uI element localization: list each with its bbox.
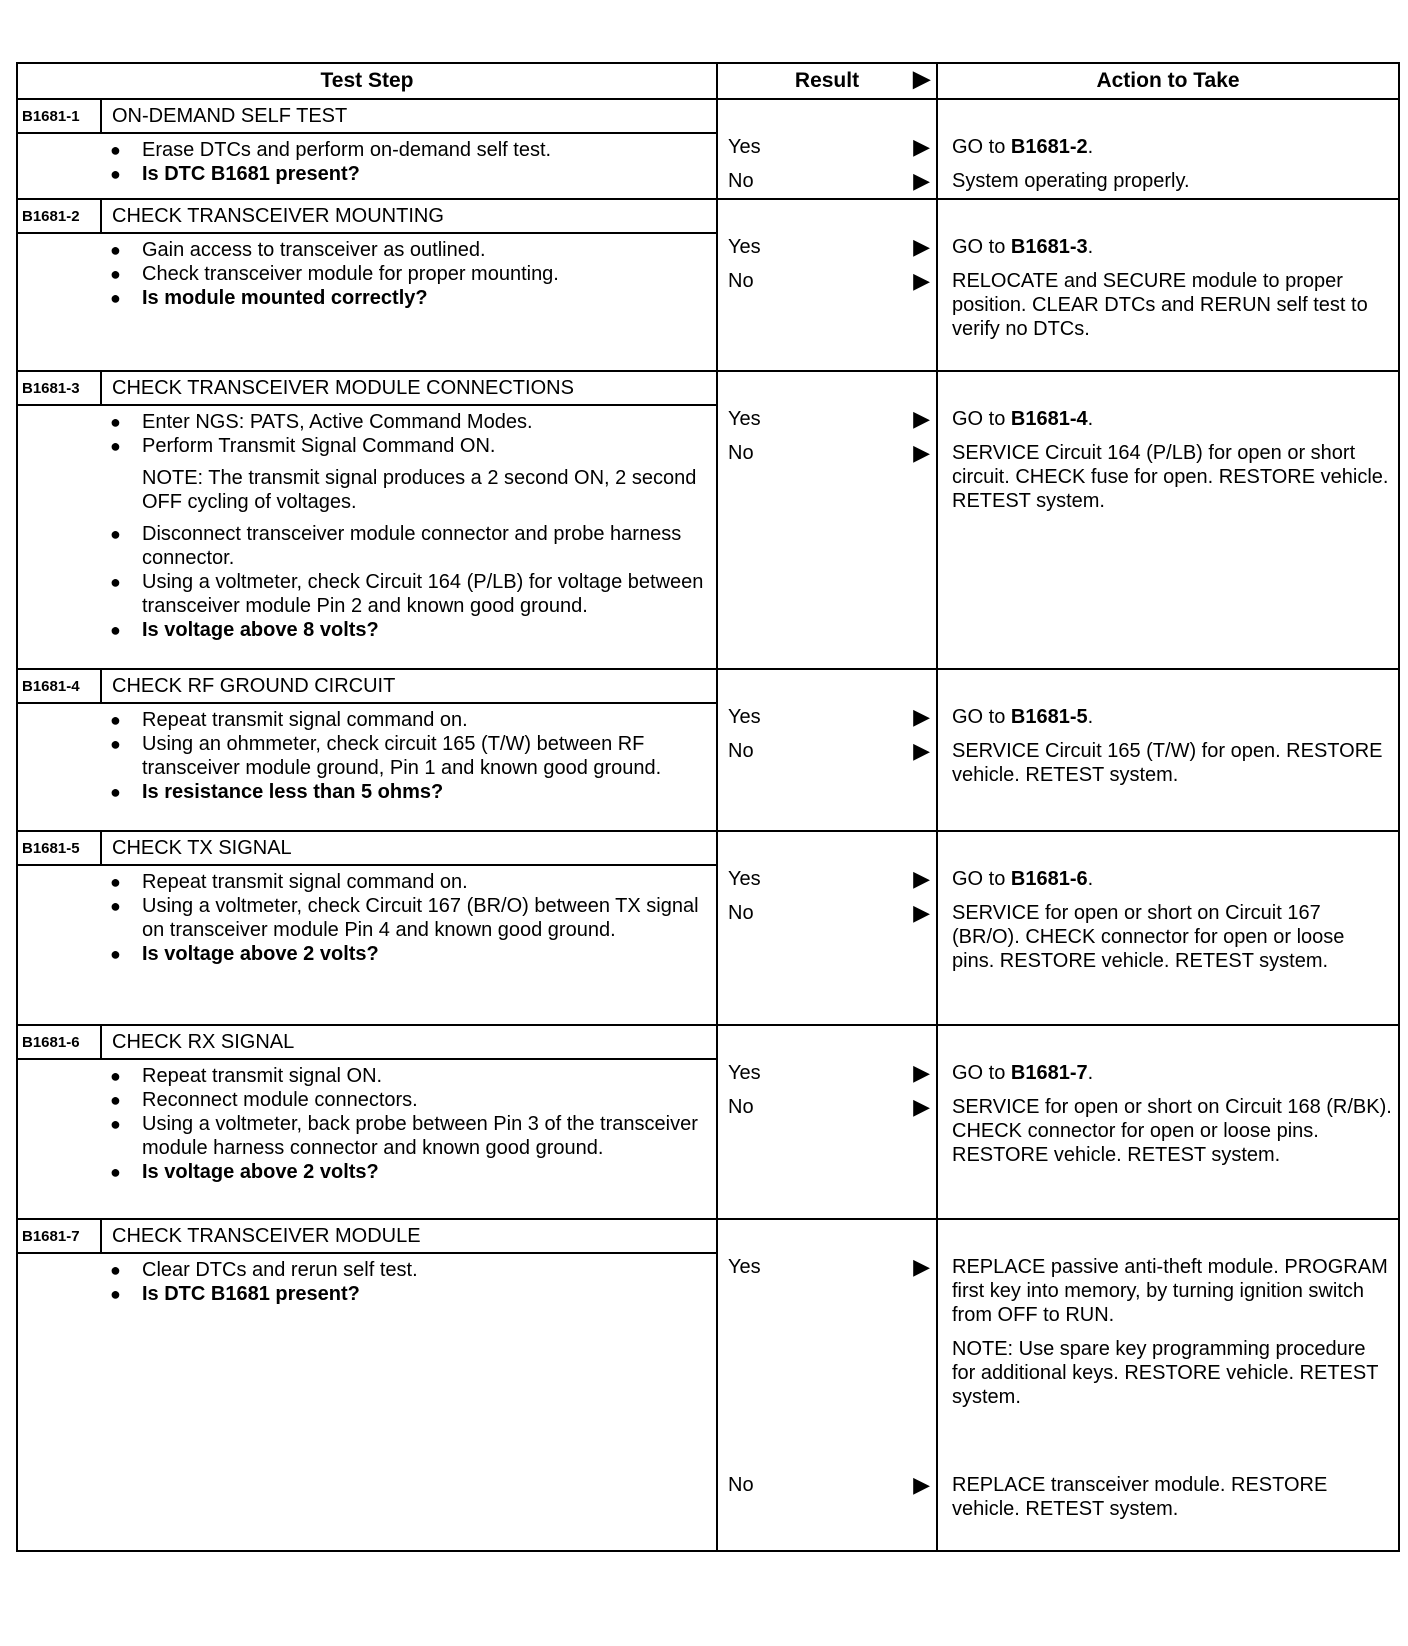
- table-row: [17, 1025, 1399, 1219]
- action-cell: [937, 199, 1399, 371]
- action-cell: [937, 831, 1399, 1025]
- action-cell: [937, 1025, 1399, 1219]
- action-text: [952, 235, 1392, 259]
- arrow-right-icon: ▶: [913, 1254, 930, 1279]
- action-step-ref: B1681-4: [1010, 408, 1088, 430]
- result-label: Yes: [728, 135, 761, 158]
- step-bullet-list: [106, 162, 706, 186]
- step-question: ● Is module mounted correctly?: [106, 286, 706, 310]
- result-line: [728, 234, 930, 260]
- arrow-right-icon: ▶: [913, 900, 930, 925]
- arrow-right-icon: ▶: [913, 168, 930, 193]
- step-bullet: ● Check transceiver module for proper mounting.: [106, 262, 706, 286]
- action-text: [952, 169, 1392, 193]
- step-body: [18, 866, 716, 976]
- step-bullet: ● Disconnect transceiver module connector and probe harness connector.: [106, 522, 706, 570]
- step-bullet-list: [106, 708, 706, 780]
- action-step-ref: B1681-2: [1010, 136, 1088, 158]
- step-question: ● Is DTC B1681 present?: [106, 1282, 706, 1306]
- step-bullet-list: [106, 1282, 706, 1306]
- result-line: [728, 900, 930, 926]
- result-label: No: [728, 901, 754, 924]
- action-cell: [937, 669, 1399, 831]
- result-cell: [717, 831, 937, 1025]
- step-title: CHECK RX SIGNAL: [112, 1030, 295, 1053]
- step-title: CHECK TX SIGNAL: [112, 836, 292, 859]
- step-id: B1681-1: [18, 100, 102, 132]
- result-line: [728, 168, 930, 194]
- action-text: [952, 1061, 1392, 1085]
- arrow-right-icon: ▶: [913, 234, 930, 259]
- table-row: [17, 99, 1399, 199]
- action-text: [952, 1255, 1392, 1409]
- action-text-end: .: [1087, 868, 1094, 890]
- diagnostic-table-page: [16, 62, 1398, 1552]
- action-text-end: .: [1087, 1062, 1094, 1084]
- action-text: [952, 269, 1392, 341]
- step-bullet: ● Gain access to transceiver as outlined.: [106, 238, 706, 262]
- step-title-bar: [18, 100, 716, 134]
- step-question: ● Is voltage above 2 volts?: [106, 942, 706, 966]
- step-id: B1681-5: [18, 832, 102, 864]
- action-text: [952, 1095, 1392, 1167]
- action-text-main: GO to: [952, 408, 1011, 430]
- header-result: [717, 63, 937, 99]
- arrow-right-icon: ▶: [913, 406, 930, 431]
- step-title-bar: [18, 1220, 716, 1254]
- result-label: Yes: [728, 705, 761, 728]
- result-label: No: [728, 1473, 754, 1496]
- action-text: [952, 705, 1392, 729]
- step-bullet: ● Enter NGS: PATS, Active Command Modes.: [106, 410, 706, 434]
- action-text-end: .: [1087, 706, 1094, 728]
- result-line: [728, 704, 930, 730]
- action-text: [952, 135, 1392, 159]
- step-bullet-list: [106, 138, 706, 162]
- action-text: [952, 867, 1392, 891]
- action-text-main: SERVICE for open or short on Circuit 167 (BR/O). CHECK connector for open or loose pins. RESTORE vehicle. RETEST system.: [952, 902, 1345, 972]
- action-step-ref: B1681-7: [1010, 1062, 1088, 1084]
- action-cell: [937, 99, 1399, 199]
- result-label: No: [728, 269, 754, 292]
- table-body: [17, 99, 1399, 1551]
- action-text: [952, 1473, 1392, 1521]
- step-body: [18, 704, 716, 814]
- step-bullet: ● Using a voltmeter, back probe between Pin 3 of the transceiver module harness connector and known good ground.: [106, 1112, 706, 1160]
- step-title-bar: [18, 1026, 716, 1060]
- action-text-main: SERVICE Circuit 164 (P/LB) for open or short circuit. CHECK fuse for open. RESTORE vehicle. RETEST system.: [952, 442, 1389, 512]
- step-id: B1681-4: [18, 670, 102, 702]
- step-question: ● Is resistance less than 5 ohms?: [106, 780, 706, 804]
- step-bullet-list: [106, 522, 706, 642]
- result-cell: [717, 1219, 937, 1551]
- step-bullet: ● Clear DTCs and rerun self test.: [106, 1258, 706, 1282]
- arrow-right-icon: ▶: [913, 738, 930, 763]
- header-action: Action to Take: [937, 63, 1399, 99]
- test-step-cell: [17, 371, 717, 669]
- step-bullet: ● Perform Transmit Signal Command ON.: [106, 434, 706, 458]
- header-test-step: Test Step: [17, 63, 717, 99]
- table-row: [17, 669, 1399, 831]
- action-cell: [937, 371, 1399, 669]
- step-body: [18, 406, 716, 652]
- step-bullet-list: [106, 238, 706, 286]
- step-body: [18, 1254, 716, 1316]
- result-line: [728, 134, 930, 160]
- step-question: ● Is voltage above 8 volts?: [106, 618, 706, 642]
- step-body: [18, 234, 716, 320]
- table-row: [17, 1219, 1399, 1551]
- action-text-main: GO to: [952, 1062, 1011, 1084]
- arrow-right-icon: ▶: [913, 66, 930, 91]
- result-line: [728, 1254, 930, 1280]
- action-text-main: System operating properly.: [952, 170, 1190, 192]
- step-bullet-list: [106, 780, 706, 804]
- action-text-main: RELOCATE and SECURE module to proper position. CLEAR DTCs and RERUN self test to verify no DTCs.: [952, 270, 1368, 340]
- result-label: No: [728, 169, 754, 192]
- step-bullet-list: [106, 942, 706, 966]
- result-cell: [717, 1025, 937, 1219]
- test-step-cell: [17, 99, 717, 199]
- action-text: [952, 901, 1392, 973]
- header-result-label: Result: [794, 69, 860, 92]
- step-bullet-list: [106, 410, 706, 458]
- action-step-ref: B1681-5: [1010, 706, 1088, 728]
- step-bullet-list: [106, 1064, 706, 1160]
- step-bullet: ● Repeat transmit signal command on.: [106, 708, 706, 732]
- step-bullet: ● Using a voltmeter, check Circuit 167 (BR/O) between TX signal on transceiver module Pin 4 and known good ground.: [106, 894, 706, 942]
- action-text: [952, 441, 1392, 513]
- test-step-cell: [17, 831, 717, 1025]
- arrow-right-icon: ▶: [913, 1094, 930, 1119]
- arrow-right-icon: ▶: [913, 268, 930, 293]
- step-title-bar: [18, 200, 716, 234]
- result-label: Yes: [728, 1061, 761, 1084]
- step-title-bar: [18, 670, 716, 704]
- step-id: B1681-7: [18, 1220, 102, 1252]
- result-label: Yes: [728, 1255, 761, 1278]
- result-line: [728, 268, 930, 294]
- result-line: [728, 440, 930, 466]
- result-line: [728, 738, 930, 764]
- step-bullet: ● Reconnect module connectors.: [106, 1088, 706, 1112]
- step-title-bar: [18, 372, 716, 406]
- action-step-ref: B1681-3: [1010, 236, 1088, 258]
- result-cell: [717, 99, 937, 199]
- diagnostic-table: [16, 62, 1400, 1552]
- step-question: ● Is DTC B1681 present?: [106, 162, 706, 186]
- result-cell: [717, 371, 937, 669]
- action-text: [952, 739, 1392, 787]
- test-step-cell: [17, 669, 717, 831]
- action-text-end: .: [1087, 408, 1094, 430]
- result-label: No: [728, 1095, 754, 1118]
- result-line: [728, 1094, 930, 1120]
- step-bullet: ● Erase DTCs and perform on-demand self test.: [106, 138, 706, 162]
- step-body: [18, 1060, 716, 1194]
- action-text-main: SERVICE Circuit 165 (T/W) for open. RESTORE vehicle. RETEST system.: [952, 740, 1383, 786]
- action-text-main: GO to: [952, 136, 1011, 158]
- arrow-right-icon: ▶: [913, 134, 930, 159]
- step-title: CHECK RF GROUND CIRCUIT: [112, 674, 396, 697]
- arrow-right-icon: ▶: [913, 1472, 930, 1497]
- action-step-ref: B1681-6: [1010, 868, 1088, 890]
- test-step-cell: [17, 1219, 717, 1551]
- result-line: [728, 406, 930, 432]
- result-label: Yes: [728, 235, 761, 258]
- step-title-bar: [18, 832, 716, 866]
- action-text-main: GO to: [952, 706, 1011, 728]
- arrow-right-icon: ▶: [913, 866, 930, 891]
- test-step-cell: [17, 199, 717, 371]
- action-cell: [937, 1219, 1399, 1551]
- result-line: [728, 1472, 930, 1498]
- step-bullet: ● Using a voltmeter, check Circuit 164 (P/LB) for voltage between transceiver module Pin 2 and known good ground.: [106, 570, 706, 618]
- step-bullet-list: [106, 1258, 706, 1282]
- result-label: Yes: [728, 407, 761, 430]
- action-text-main: GO to: [952, 236, 1011, 258]
- action-text-end: .: [1087, 136, 1094, 158]
- action-text-main: GO to: [952, 868, 1011, 890]
- step-bullet: ● Repeat transmit signal command on.: [106, 870, 706, 894]
- step-bullet-list: [106, 870, 706, 942]
- table-row: [17, 831, 1399, 1025]
- step-body: [18, 134, 716, 196]
- arrow-right-icon: ▶: [913, 440, 930, 465]
- result-line: [728, 1060, 930, 1086]
- action-text-main: REPLACE passive anti-theft module. PROGRAM first key into memory, by turning ignition switch from OFF to RUN.: [952, 1256, 1388, 1326]
- step-id: B1681-6: [18, 1026, 102, 1058]
- step-title: CHECK TRANSCEIVER MODULE: [112, 1224, 421, 1247]
- action-text-main: SERVICE for open or short on Circuit 168 (R/BK). CHECK connector for open or loose pins. RESTORE vehicle. RETEST system.: [952, 1096, 1392, 1166]
- action-text: [952, 407, 1392, 431]
- step-bullet-list: [106, 1160, 706, 1184]
- action-note: NOTE: Use spare key programming procedure for additional keys. RESTORE vehicle. RETEST system.: [952, 1338, 1379, 1408]
- table-row: [17, 199, 1399, 371]
- result-line: [728, 866, 930, 892]
- action-text-main: REPLACE transceiver module. RESTORE vehicle. RETEST system.: [952, 1474, 1328, 1520]
- step-title: ON-DEMAND SELF TEST: [112, 104, 348, 127]
- step-id: B1681-3: [18, 372, 102, 404]
- result-cell: [717, 199, 937, 371]
- table-header-row: [17, 63, 1399, 99]
- arrow-right-icon: ▶: [913, 704, 930, 729]
- result-label: No: [728, 739, 754, 762]
- arrow-right-icon: ▶: [913, 1060, 930, 1085]
- step-title: CHECK TRANSCEIVER MOUNTING: [112, 204, 444, 227]
- result-label: No: [728, 441, 754, 464]
- action-text-end: .: [1087, 236, 1094, 258]
- step-bullet: ● Using an ohmmeter, check circuit 165 (T/W) between RF transceiver module ground, Pin 1 and known good ground.: [106, 732, 706, 780]
- step-bullet: ● Repeat transmit signal ON.: [106, 1064, 706, 1088]
- result-label: Yes: [728, 867, 761, 890]
- step-title: CHECK TRANSCEIVER MODULE CONNECTIONS: [112, 376, 574, 399]
- step-note: NOTE: The transmit signal produces a 2 second ON, 2 second OFF cycling of voltages.: [142, 467, 697, 513]
- step-question: ● Is voltage above 2 volts?: [106, 1160, 706, 1184]
- test-step-cell: [17, 1025, 717, 1219]
- result-cell: [717, 669, 937, 831]
- step-id: B1681-2: [18, 200, 102, 232]
- step-bullet-list: [106, 286, 706, 310]
- table-row: [17, 371, 1399, 669]
